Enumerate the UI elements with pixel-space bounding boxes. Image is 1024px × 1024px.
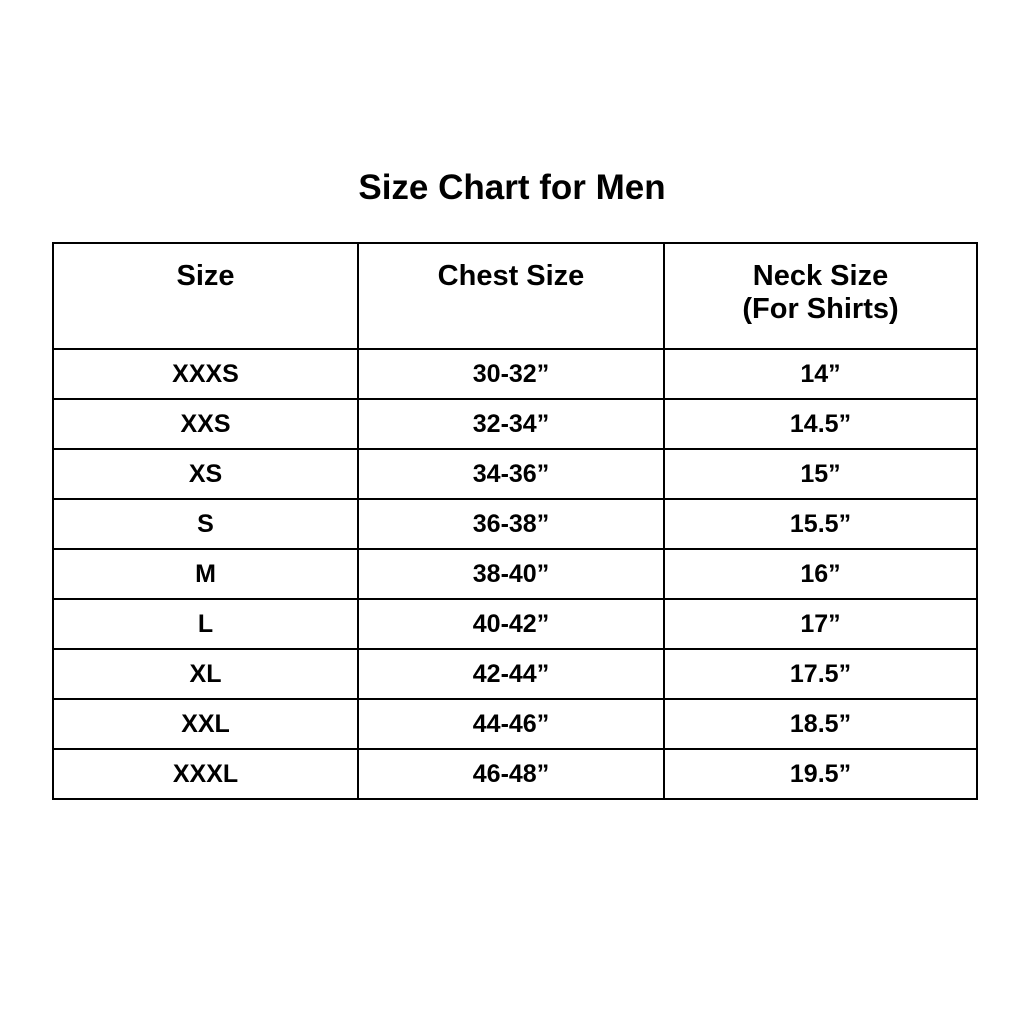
table-row — [53, 599, 977, 649]
cell-chest: 42-44” — [358, 649, 664, 699]
table-row — [53, 349, 977, 399]
table-body — [53, 349, 977, 799]
header-neck-size-line2: (For Shirts) — [742, 293, 899, 326]
cell-size: M — [53, 549, 358, 599]
cell-size: XL — [53, 649, 358, 699]
table-row — [53, 399, 977, 449]
cell-size: XXS — [53, 399, 358, 449]
header-row — [53, 243, 977, 349]
table-row — [53, 499, 977, 549]
cell-chest: 36-38” — [358, 499, 664, 549]
cell-size: XS — [53, 449, 358, 499]
cell-size: XXXS — [53, 349, 358, 399]
cell-chest: 30-32” — [358, 349, 664, 399]
table-row — [53, 549, 977, 599]
table-row — [53, 649, 977, 699]
cell-neck: 17.5” — [664, 649, 977, 699]
cell-neck: 15.5” — [664, 499, 977, 549]
cell-neck: 18.5” — [664, 699, 977, 749]
header-neck-size-line1: Neck Size — [752, 260, 889, 292]
cell-chest: 34-36” — [358, 449, 664, 499]
cell-neck: 17” — [664, 599, 977, 649]
table-row — [53, 699, 977, 749]
size-chart-table — [52, 242, 978, 800]
header-neck-size — [664, 243, 977, 349]
cell-neck: 19.5” — [664, 749, 977, 799]
cell-size: XXXL — [53, 749, 358, 799]
cell-chest: 38-40” — [358, 549, 664, 599]
header-size: Size — [53, 243, 358, 349]
cell-size: XXL — [53, 699, 358, 749]
cell-neck: 15” — [664, 449, 977, 499]
cell-chest: 40-42” — [358, 599, 664, 649]
page-title: Size Chart for Men — [358, 168, 666, 207]
table-row — [53, 449, 977, 499]
cell-chest: 32-34” — [358, 399, 664, 449]
header-chest-size: Chest Size — [358, 243, 664, 349]
cell-size: S — [53, 499, 358, 549]
cell-chest: 46-48” — [358, 749, 664, 799]
cell-chest: 44-46” — [358, 699, 664, 749]
cell-neck: 14.5” — [664, 399, 977, 449]
table-row — [53, 749, 977, 799]
cell-neck: 14” — [664, 349, 977, 399]
cell-size: L — [53, 599, 358, 649]
table-header — [53, 243, 977, 349]
cell-neck: 16” — [664, 549, 977, 599]
